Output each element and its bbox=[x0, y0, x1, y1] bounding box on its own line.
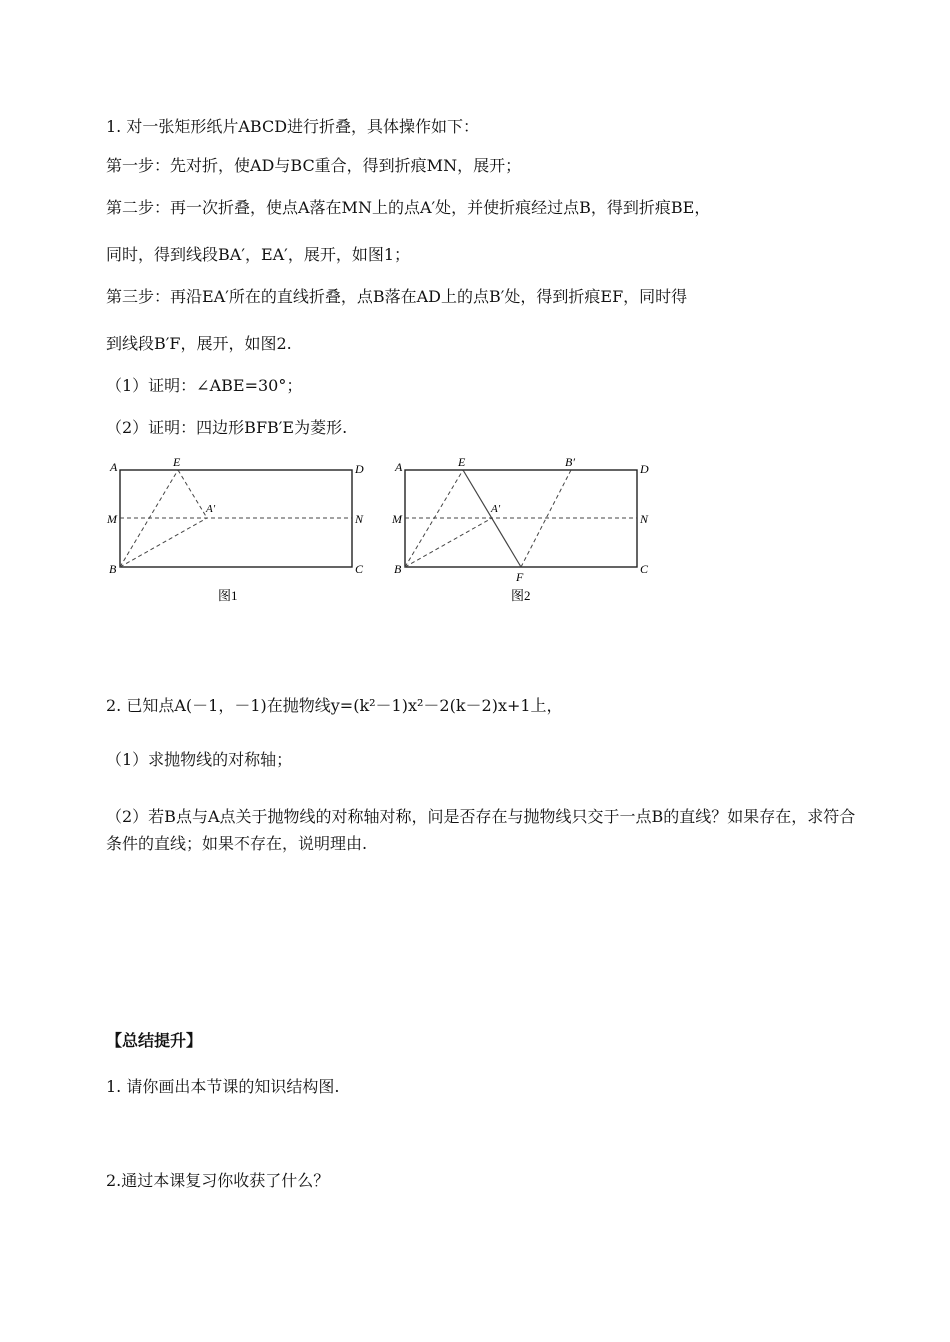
problem1-step3-line1: 第三步：再沿EA′所在的直线折叠，点B落在AD上的点B′处，得到折痕EF，同时得 bbox=[106, 287, 688, 306]
problem1-question2: （2）证明：四边形BFB′E为菱形. bbox=[106, 418, 348, 437]
fig1-label-A-prime: A′ bbox=[206, 503, 216, 515]
problem1-question1: （1）证明：∠ABE=30°； bbox=[106, 376, 303, 395]
figure2 bbox=[385, 455, 665, 610]
problem1-step2-line1: 第二步：再一次折叠，使点A落在MN上的点A′处，并使折痕经过点B，得到折痕BE， bbox=[106, 198, 711, 217]
fig2-label-F: F bbox=[516, 570, 524, 584]
summary-heading: 【总结提升】 bbox=[106, 1031, 203, 1050]
problem2-question1: （1）求抛物线的对称轴； bbox=[106, 750, 293, 769]
fig2-label-D: D bbox=[640, 462, 649, 476]
fig2-label-E: E bbox=[458, 455, 466, 469]
fig2-label-N: N bbox=[640, 512, 649, 526]
summary-item1: 1. 请你画出本节课的知识结构图. bbox=[106, 1077, 340, 1096]
figure1 bbox=[100, 455, 380, 610]
fig1-label-M: M bbox=[107, 512, 117, 526]
problem1-step2-line2: 同时，得到线段BA′，EA′，展开，如图1； bbox=[106, 245, 410, 264]
problem2-intro: 2. 已知点A(－1，－1)在抛物线y=(k²－1)x²－2(k－2)x+1上， bbox=[106, 696, 563, 715]
fig1-label-B: B bbox=[109, 562, 117, 576]
fig1-label-A: A bbox=[110, 460, 118, 474]
problem2-question2: （2）若B点与A点关于抛物线的对称轴对称，问是否存在与抛物线只交于一点B的直线？如果存在，求符合条件的直线；如果不存在，说明理由. bbox=[106, 807, 856, 853]
problem1-step1: 第一步：先对折，使AD与BC重合，得到折痕MN，展开； bbox=[106, 156, 522, 175]
fig1-label-D: D bbox=[355, 462, 364, 476]
fig1-segment-EA' bbox=[178, 470, 207, 518]
fig1-label-N: N bbox=[355, 512, 364, 526]
fig2-segment-BA' bbox=[405, 518, 492, 567]
summary-item2: 2.通过本课复习你收获了什么？ bbox=[106, 1171, 330, 1190]
fig1-label-C: C bbox=[355, 562, 364, 576]
problem1-step3-line2: 到线段B′F，展开，如图2. bbox=[106, 334, 292, 353]
fig2-caption: 图2 bbox=[511, 588, 531, 603]
fig2-label-C: C bbox=[640, 562, 649, 576]
fig1-segment-BA' bbox=[120, 518, 207, 567]
problem1-intro: 1. 对一张矩形纸片ABCD进行折叠，具体操作如下： bbox=[106, 117, 480, 136]
fig2-label-B: B bbox=[394, 562, 402, 576]
fig2-label-A-prime: A′ bbox=[491, 503, 501, 515]
fig1-label-E: E bbox=[173, 455, 181, 469]
fig2-label-A: A bbox=[395, 460, 403, 474]
fig2-label-M: M bbox=[392, 512, 402, 526]
fig2-label-B-prime: B′ bbox=[565, 455, 575, 469]
fig1-caption: 图1 bbox=[218, 588, 238, 603]
